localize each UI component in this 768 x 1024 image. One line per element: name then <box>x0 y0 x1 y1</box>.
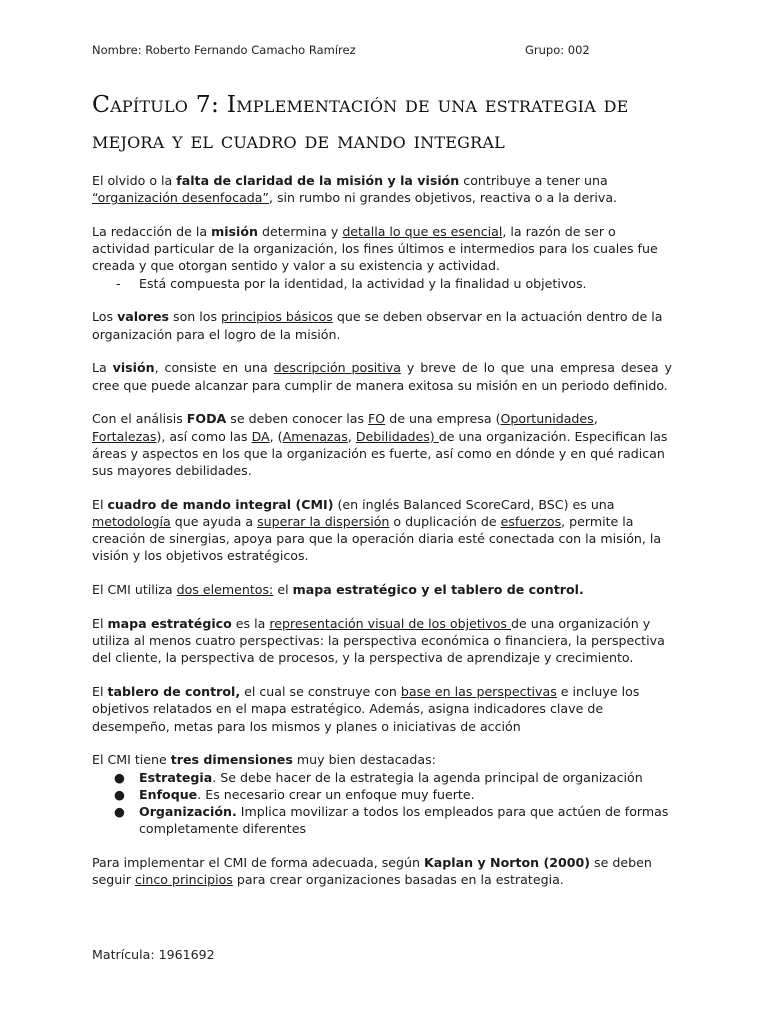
text: son los <box>169 309 222 325</box>
bold-text: cuadro de mando integral (CMI) <box>107 496 334 512</box>
text: , ( <box>269 428 283 444</box>
text: (en inglés Balanced ScoreCard, BSC) es una <box>333 496 615 512</box>
bold-text: mapa estratégico <box>107 616 232 632</box>
underlined-text: DA <box>251 428 270 444</box>
underlined-text: Fortalezas <box>92 428 157 444</box>
underlined-text: descripción positiva <box>273 360 401 376</box>
text: , permite la creación de sinergias, apoya para que la operación diaria esté conectada con la misión, la visión y los objetivos estratégicos. <box>92 514 662 564</box>
bold-text: Enfoque <box>139 786 198 802</box>
text: determina y <box>257 224 343 239</box>
bold-text: falta de claridad de la misión y la visión <box>176 173 460 188</box>
text: Para implementar el CMI de forma adecuada, según <box>92 855 425 871</box>
underlined-text: “organización desenfocada” <box>92 190 269 206</box>
text: el cual se construye con <box>240 684 401 700</box>
bold-text: misión <box>211 224 258 239</box>
text: El CMI tiene <box>92 752 171 768</box>
bold-text: Organización. <box>139 804 237 820</box>
underlined-text: detalla lo que es esencial <box>342 224 503 239</box>
text: . Se debe hacer de la estrategia la agenda principal de organización <box>212 769 643 785</box>
bullet-icon: ● <box>114 786 125 802</box>
text: El olvido o la <box>92 173 177 188</box>
bold-text: tablero de control, <box>107 684 241 700</box>
bold-text: FODA <box>186 411 227 427</box>
text: de una organización y utiliza al menos cuatro perspectivas: la perspectiva económica o financiera, la perspectiva del cliente, la perspectiva de procesos, y la perspectiva de aprendizaje y crecimiento. <box>92 616 665 666</box>
bold-text: mapa estratégico y el tablero de control. <box>292 582 584 598</box>
bold-text: valores <box>117 309 170 325</box>
list-item <box>92 786 672 803</box>
underlined-text: esfuerzos <box>500 514 562 530</box>
text: Los <box>92 309 118 325</box>
underlined-text: Amenazas <box>282 428 348 444</box>
text: se deben seguir <box>92 855 652 888</box>
chapter-title: Capítulo 7: Implementación de una estrategia de mejora y el cuadro de mando integral <box>92 90 629 154</box>
text: , <box>347 428 356 444</box>
list-item <box>92 769 672 786</box>
paragraph-cmi <box>92 496 672 565</box>
underlined-text: principios básicos <box>221 309 333 325</box>
paragraph-kaplan-norton <box>92 854 672 888</box>
text: que se deben observar en la actuación dentro de la organización para el logro de la misión. <box>92 309 663 342</box>
underlined-text: representación visual de los objetivos <box>269 616 511 632</box>
dash-list-item <box>116 275 672 292</box>
bold-text: Estrategia <box>139 769 213 785</box>
text: . Es necesario crear un enfoque muy fuerte. <box>197 786 475 802</box>
text: La <box>92 360 113 376</box>
footer-student-id: Matrícula: 1961692 <box>92 947 215 962</box>
underlined-text: cinco principios <box>134 872 233 888</box>
dimensions-list <box>92 769 672 838</box>
paragraph-mission <box>92 223 672 275</box>
bold-text: tres dimensiones <box>170 752 293 768</box>
paragraph-dimensions <box>92 751 672 768</box>
underlined-text: superar la dispersión <box>257 514 390 530</box>
text: El <box>92 496 108 512</box>
paragraph-values <box>92 308 672 342</box>
header-group: Grupo: 002 <box>525 43 590 57</box>
text: es la <box>231 616 270 632</box>
underlined-text: FO <box>368 411 386 427</box>
text: el <box>273 582 293 598</box>
text: , la razón de ser o actividad particular de la organización, los fines últimos e intermedios para los cuales fue creada y que otorgan sentido y valor a su existencia y actividad. <box>92 224 658 274</box>
bold-text: visión <box>112 360 155 376</box>
text: o duplicación de <box>389 514 501 530</box>
header-student-name: Nombre: Roberto Fernando Camacho Ramírez <box>92 43 356 57</box>
paragraph-mission-vision-clarity <box>92 172 672 206</box>
bullet-icon: ● <box>114 769 125 785</box>
underlined-text: Debilidades) <box>355 428 439 444</box>
text: Implica movilizar a todos los empleados para que actúen de formas completamente diferentes <box>139 804 669 837</box>
text: que ayuda a <box>170 514 258 530</box>
text: contribuye a tener una <box>459 173 608 188</box>
text: , consiste en una <box>154 360 274 376</box>
text: y breve de lo que una empresa desea y cree que puede alcanzar para cumplir de manera exitosa su misión en un periodo definido. <box>92 360 672 393</box>
paragraph-strategic-map <box>92 615 672 667</box>
list-item <box>92 803 672 837</box>
text: se deben conocer las <box>226 411 369 427</box>
underlined-text: dos elementos: <box>176 582 274 598</box>
text: La redacción de la <box>92 224 212 239</box>
document-body <box>92 172 672 905</box>
bullet-icon: ● <box>114 804 125 820</box>
paragraph-cmi-elements <box>92 581 672 598</box>
text: para crear organizaciones basadas en la estrategia. <box>232 872 564 888</box>
text: El <box>92 616 108 632</box>
text: El CMI utiliza <box>92 582 177 598</box>
text: Está compuesta por la identidad, la actividad y la finalidad u objetivos. <box>139 275 587 291</box>
text: El <box>92 684 108 700</box>
text: e incluye los objetivos relatados en el mapa estratégico. Además, asigna indicadores clave de desempeño, metas para los mismos y planes o iniciativas de acción <box>92 684 640 734</box>
paragraph-foda <box>92 410 672 479</box>
underlined-text: metodología <box>92 514 171 530</box>
paragraph-control-board <box>92 683 672 735</box>
text: Con el análisis <box>92 411 187 427</box>
text: , sin rumbo ni grandes objetivos, reactiva o a la deriva. <box>268 190 618 206</box>
text: ), así como las <box>156 428 252 444</box>
underlined-text: base en las perspectivas <box>400 684 557 700</box>
text: muy bien destacadas: <box>292 752 436 768</box>
text: de una empresa ( <box>385 411 501 427</box>
text: de una organización. Especifican las áreas y aspectos en los que la organización es fuerte, así como en dónde y en qué radican sus mayores debilidades. <box>92 428 668 479</box>
dash-marker: - <box>116 275 121 291</box>
text: , <box>593 411 598 427</box>
underlined-text: Oportunidades <box>500 411 594 427</box>
bold-text: Kaplan y Norton (2000) <box>424 855 591 871</box>
paragraph-vision <box>92 359 672 393</box>
